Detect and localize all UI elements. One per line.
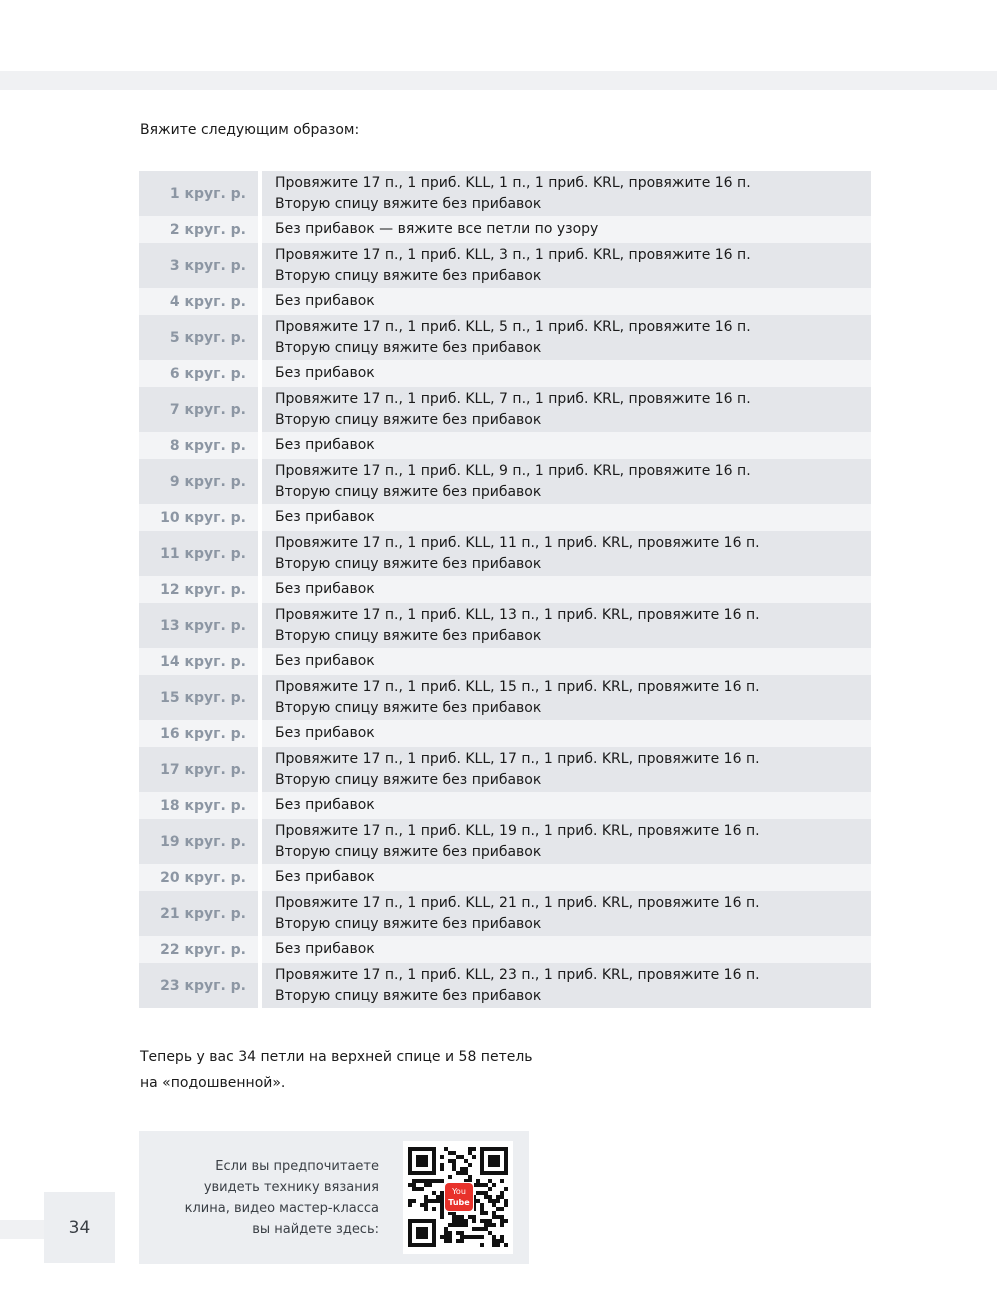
instruction-line: Без прибавок — [275, 293, 375, 309]
qr-module — [432, 1207, 436, 1211]
qr-module — [412, 1199, 416, 1203]
qr-module — [456, 1223, 460, 1227]
qr-module — [492, 1223, 496, 1227]
qr-module — [484, 1191, 488, 1195]
qr-module — [452, 1167, 456, 1171]
row-instruction — [262, 243, 871, 288]
qr-finder — [416, 1227, 428, 1239]
video-caption-line: Если вы предпочитаете — [215, 1159, 379, 1174]
instruction-line: Провяжите 17 п., 1 приб. KLL, 17 п., 1 приб. KRL, провяжите 16 п. — [275, 750, 760, 767]
qr-module — [448, 1175, 452, 1179]
instruction-line: Без прибавок — [275, 437, 375, 453]
qr-module — [416, 1179, 420, 1183]
qr-module — [440, 1179, 444, 1183]
row-label: 12 круг. р. — [139, 576, 262, 603]
instruction-line: Без прибавок — [275, 725, 375, 741]
qr-module — [440, 1215, 444, 1219]
qr-module — [480, 1219, 484, 1223]
qr-module — [452, 1223, 456, 1227]
qr-module — [488, 1199, 492, 1203]
qr-module — [432, 1179, 436, 1183]
qr-module — [412, 1183, 416, 1187]
qr-module — [424, 1199, 428, 1203]
qr-module — [500, 1207, 504, 1211]
table-row — [139, 819, 871, 864]
row-label: 8 круг. р. — [139, 432, 262, 459]
row-instruction — [262, 747, 871, 792]
qr-module — [472, 1227, 476, 1231]
qr-module — [468, 1151, 472, 1155]
qr-module — [504, 1219, 508, 1223]
qr-module — [480, 1183, 484, 1187]
qr-module — [452, 1151, 456, 1155]
instruction-line: Провяжите 17 п., 1 приб. KLL, 23 п., 1 приб. KRL, провяжите 16 п. — [275, 966, 760, 983]
table-row — [139, 963, 871, 1008]
table-row — [139, 360, 871, 387]
qr-module — [500, 1239, 504, 1243]
summary-text — [140, 1044, 533, 1096]
row-instruction — [262, 216, 871, 243]
qr-module — [412, 1187, 416, 1191]
qr-module — [448, 1231, 452, 1235]
qr-module — [480, 1211, 484, 1215]
row-label: 11 круг. р. — [139, 531, 262, 576]
row-label: 1 круг. р. — [139, 171, 262, 216]
table-row — [139, 603, 871, 648]
row-label: 2 круг. р. — [139, 216, 262, 243]
qr-finder — [416, 1155, 428, 1167]
row-instruction — [262, 792, 871, 819]
qr-module — [500, 1235, 504, 1239]
row-label: 22 круг. р. — [139, 936, 262, 963]
qr-module — [492, 1199, 496, 1203]
qr-module — [468, 1147, 472, 1151]
instruction-line: Без прибавок — [275, 941, 375, 957]
qr-module — [460, 1219, 464, 1223]
row-label: 6 круг. р. — [139, 360, 262, 387]
row-instruction — [262, 963, 871, 1008]
qr-module — [424, 1203, 428, 1207]
qr-module — [476, 1179, 480, 1183]
qr-module — [468, 1175, 472, 1179]
qr-module — [440, 1191, 444, 1195]
intro-text: Вяжите следующим образом: — [140, 122, 360, 138]
qr-module — [484, 1195, 488, 1199]
instruction-line: Без прибавок — вяжите все петли по узору — [275, 221, 599, 237]
qr-module — [440, 1211, 444, 1215]
qr-module — [496, 1199, 500, 1203]
qr-module — [500, 1215, 504, 1219]
youtube-badge-text: You — [452, 1187, 466, 1196]
qr-module — [424, 1195, 428, 1199]
qr-module — [492, 1215, 496, 1219]
table-row — [139, 288, 871, 315]
qr-module — [448, 1223, 452, 1227]
row-instruction — [262, 819, 871, 864]
table-row — [139, 315, 871, 360]
qr-module — [464, 1219, 468, 1223]
video-caption-line: вы найдете здесь: — [252, 1222, 379, 1237]
qr-code[interactable] — [403, 1141, 513, 1254]
qr-finder — [488, 1155, 500, 1167]
row-instruction — [262, 171, 871, 216]
row-instruction — [262, 675, 871, 720]
instruction-line: Вторую спицу вяжите без прибавок — [275, 843, 542, 860]
qr-module — [480, 1243, 484, 1247]
row-instruction — [262, 531, 871, 576]
qr-module — [444, 1227, 448, 1231]
qr-module — [416, 1187, 420, 1191]
instruction-line: Без прибавок — [275, 509, 375, 525]
qr-module — [424, 1207, 428, 1211]
table-row — [139, 243, 871, 288]
table-row — [139, 747, 871, 792]
qr-module — [456, 1215, 460, 1219]
qr-module — [444, 1147, 448, 1151]
table-row — [139, 936, 871, 963]
qr-code-icon — [403, 1141, 513, 1254]
instruction-line: Без прибавок — [275, 869, 375, 885]
row-instruction — [262, 576, 871, 603]
qr-module — [488, 1231, 492, 1235]
row-instruction — [262, 387, 871, 432]
row-instruction — [262, 603, 871, 648]
qr-module — [476, 1191, 480, 1195]
qr-module — [464, 1235, 468, 1239]
qr-module — [480, 1227, 484, 1231]
qr-module — [472, 1147, 476, 1151]
instruction-line: Провяжите 17 п., 1 приб. KLL, 3 п., 1 приб. KRL, провяжите 16 п. — [275, 246, 751, 263]
row-instruction — [262, 459, 871, 504]
instruction-line: Провяжите 17 п., 1 приб. KLL, 15 п., 1 приб. KRL, провяжите 16 п. — [275, 678, 760, 695]
qr-module — [456, 1239, 460, 1243]
qr-module — [496, 1207, 500, 1211]
header-band — [0, 71, 997, 90]
qr-module — [492, 1183, 496, 1187]
qr-module — [456, 1155, 460, 1159]
qr-module — [428, 1183, 432, 1187]
row-label: 23 круг. р. — [139, 963, 262, 1008]
row-instruction — [262, 720, 871, 747]
row-label: 13 круг. р. — [139, 603, 262, 648]
qr-module — [428, 1179, 432, 1183]
pattern-table-body — [139, 171, 871, 1008]
qr-module — [496, 1215, 500, 1219]
qr-module — [432, 1191, 436, 1195]
qr-module — [464, 1159, 468, 1163]
qr-module — [480, 1203, 484, 1207]
qr-module — [468, 1215, 472, 1219]
qr-module — [492, 1243, 496, 1247]
instruction-line: Вторую спицу вяжите без прибавок — [275, 411, 542, 428]
qr-module — [408, 1199, 412, 1203]
table-row — [139, 792, 871, 819]
qr-module — [448, 1239, 452, 1243]
qr-module — [464, 1223, 468, 1227]
qr-module — [460, 1235, 464, 1239]
row-instruction — [262, 315, 871, 360]
qr-module — [440, 1155, 444, 1159]
qr-module — [464, 1171, 468, 1175]
table-row — [139, 864, 871, 891]
video-caption-line: увидеть технику вязания — [203, 1180, 379, 1195]
qr-module — [484, 1183, 488, 1187]
qr-module — [484, 1223, 488, 1227]
qr-module — [464, 1167, 468, 1171]
row-label: 5 круг. р. — [139, 315, 262, 360]
qr-module — [440, 1163, 444, 1167]
qr-module — [468, 1235, 472, 1239]
qr-module — [424, 1183, 428, 1187]
instruction-line: Вторую спицу вяжите без прибавок — [275, 771, 542, 788]
qr-module — [488, 1223, 492, 1227]
qr-module — [492, 1211, 496, 1215]
row-instruction — [262, 864, 871, 891]
row-label: 4 круг. р. — [139, 288, 262, 315]
qr-module — [444, 1239, 448, 1243]
table-row — [139, 504, 871, 531]
qr-module — [492, 1235, 496, 1239]
qr-module — [440, 1203, 444, 1207]
qr-module — [444, 1235, 448, 1239]
qr-module — [428, 1199, 432, 1203]
qr-module — [500, 1195, 504, 1199]
qr-module — [460, 1239, 464, 1243]
instruction-line: Провяжите 17 п., 1 приб. KLL, 5 п., 1 приб. KRL, провяжите 16 п. — [275, 318, 751, 335]
qr-module — [448, 1151, 452, 1155]
qr-module — [460, 1231, 464, 1235]
instruction-line: Провяжите 17 п., 1 приб. KLL, 19 п., 1 приб. KRL, провяжите 16 п. — [275, 822, 760, 839]
table-row — [139, 720, 871, 747]
qr-module — [460, 1167, 464, 1171]
instruction-line: Без прибавок — [275, 797, 375, 813]
qr-module — [456, 1231, 460, 1235]
qr-module — [492, 1203, 496, 1207]
qr-module — [412, 1179, 416, 1183]
qr-module — [436, 1195, 440, 1199]
row-label: 7 круг. р. — [139, 387, 262, 432]
qr-module — [432, 1199, 436, 1203]
row-label: 19 круг. р. — [139, 819, 262, 864]
qr-module — [484, 1219, 488, 1223]
table-row — [139, 216, 871, 243]
qr-module — [472, 1155, 476, 1159]
qr-module — [472, 1215, 476, 1219]
qr-module — [420, 1203, 424, 1207]
instruction-line: Провяжите 17 п., 1 приб. KLL, 1 п., 1 приб. KRL, провяжите 16 п. — [275, 174, 751, 191]
qr-module — [472, 1219, 476, 1223]
row-instruction — [262, 288, 871, 315]
row-instruction — [262, 648, 871, 675]
instruction-line: Вторую спицу вяжите без прибавок — [275, 627, 542, 644]
qr-module — [472, 1235, 476, 1239]
row-label: 10 круг. р. — [139, 504, 262, 531]
footer-band — [0, 1220, 44, 1239]
instruction-line: Провяжите 17 п., 1 приб. KLL, 13 п., 1 приб. KRL, провяжите 16 п. — [275, 606, 760, 623]
qr-module — [504, 1199, 508, 1203]
youtube-badge-text: Tube — [448, 1198, 470, 1207]
qr-module — [460, 1171, 464, 1175]
page-number: 34 — [44, 1192, 115, 1263]
qr-module — [452, 1163, 456, 1167]
qr-module — [460, 1223, 464, 1227]
qr-module — [456, 1219, 460, 1223]
qr-module — [488, 1195, 492, 1199]
summary-line-2: на «подошвенной». — [140, 1075, 286, 1091]
qr-module — [484, 1227, 488, 1231]
row-label: 17 круг. р. — [139, 747, 262, 792]
table-row — [139, 576, 871, 603]
instruction-line: Вторую спицу вяжите без прибавок — [275, 483, 542, 500]
table-row — [139, 459, 871, 504]
table-row — [139, 171, 871, 216]
qr-module — [488, 1179, 492, 1183]
qr-module — [444, 1231, 448, 1235]
instruction-line: Провяжите 17 п., 1 приб. KLL, 9 п., 1 приб. KRL, провяжите 16 п. — [275, 462, 751, 479]
video-caption — [159, 1156, 379, 1240]
table-row — [139, 675, 871, 720]
qr-module — [460, 1155, 464, 1159]
table-row — [139, 891, 871, 936]
qr-module — [504, 1187, 508, 1191]
qr-module — [436, 1179, 440, 1183]
qr-module — [500, 1219, 504, 1223]
summary-line-1: Теперь у вас 34 петли на верхней спице и 58 петель — [140, 1049, 533, 1065]
qr-module — [496, 1195, 500, 1199]
row-instruction — [262, 891, 871, 936]
qr-module — [440, 1207, 444, 1211]
qr-module — [496, 1239, 500, 1243]
qr-module — [420, 1179, 424, 1183]
qr-module — [504, 1243, 508, 1247]
table-row — [139, 531, 871, 576]
qr-module — [480, 1191, 484, 1195]
qr-module — [448, 1159, 452, 1163]
video-tutorial-box — [139, 1131, 529, 1264]
qr-module — [452, 1215, 456, 1219]
qr-module — [408, 1183, 412, 1187]
qr-module — [460, 1215, 464, 1219]
qr-module — [408, 1203, 412, 1207]
qr-module — [488, 1187, 492, 1191]
instruction-line: Вторую спицу вяжите без прибавок — [275, 267, 542, 284]
qr-module — [480, 1235, 484, 1239]
row-label: 9 круг. р. — [139, 459, 262, 504]
row-label: 18 круг. р. — [139, 792, 262, 819]
instruction-line: Провяжите 17 п., 1 приб. KLL, 7 п., 1 приб. KRL, провяжите 16 п. — [275, 390, 751, 407]
instruction-line: Вторую спицу вяжите без прибавок — [275, 699, 542, 716]
qr-module — [496, 1243, 500, 1247]
instruction-line: Без прибавок — [275, 581, 375, 597]
qr-module — [440, 1195, 444, 1199]
row-label: 15 круг. р. — [139, 675, 262, 720]
qr-module — [456, 1171, 460, 1175]
instruction-line: Вторую спицу вяжите без прибавок — [275, 555, 542, 572]
instruction-line: Вторую спицу вяжите без прибавок — [275, 915, 542, 932]
qr-module — [420, 1187, 424, 1191]
pattern-table — [139, 171, 871, 1008]
qr-module — [504, 1203, 508, 1207]
instruction-line: Вторую спицу вяжите без прибавок — [275, 987, 542, 1004]
qr-module — [476, 1183, 480, 1187]
qr-module — [476, 1199, 480, 1203]
instruction-line: Без прибавок — [275, 365, 375, 381]
qr-module — [500, 1191, 504, 1195]
qr-module — [480, 1207, 484, 1211]
instruction-line: Вторую спицу вяжите без прибавок — [275, 195, 542, 212]
qr-module — [468, 1163, 472, 1167]
instruction-line: Вторую спицу вяжите без прибавок — [275, 339, 542, 356]
row-label: 21 круг. р. — [139, 891, 262, 936]
qr-module — [436, 1199, 440, 1203]
instruction-line: Провяжите 17 п., 1 приб. KLL, 21 п., 1 приб. KRL, провяжите 16 п. — [275, 894, 760, 911]
qr-module — [492, 1239, 496, 1243]
qr-module — [440, 1167, 444, 1171]
row-instruction — [262, 504, 871, 531]
qr-module — [440, 1235, 444, 1239]
qr-module — [484, 1211, 488, 1215]
row-label: 20 круг. р. — [139, 864, 262, 891]
row-instruction — [262, 360, 871, 387]
table-row — [139, 648, 871, 675]
qr-module — [452, 1219, 456, 1223]
row-label: 14 круг. р. — [139, 648, 262, 675]
qr-module — [440, 1199, 444, 1203]
qr-module — [500, 1223, 504, 1227]
row-instruction — [262, 936, 871, 963]
row-instruction — [262, 432, 871, 459]
video-caption-line: клина, видео мастер-класса — [184, 1201, 379, 1216]
qr-module — [424, 1179, 428, 1183]
qr-module — [488, 1219, 492, 1223]
qr-module — [448, 1235, 452, 1239]
qr-module — [500, 1179, 504, 1183]
row-label: 16 круг. р. — [139, 720, 262, 747]
qr-module — [452, 1159, 456, 1163]
table-row — [139, 387, 871, 432]
instruction-line: Провяжите 17 п., 1 приб. KLL, 11 п., 1 приб. KRL, провяжите 16 п. — [275, 534, 760, 551]
row-label: 3 круг. р. — [139, 243, 262, 288]
instruction-line: Без прибавок — [275, 653, 375, 669]
qr-module — [476, 1235, 480, 1239]
qr-module — [476, 1227, 480, 1231]
table-row — [139, 432, 871, 459]
